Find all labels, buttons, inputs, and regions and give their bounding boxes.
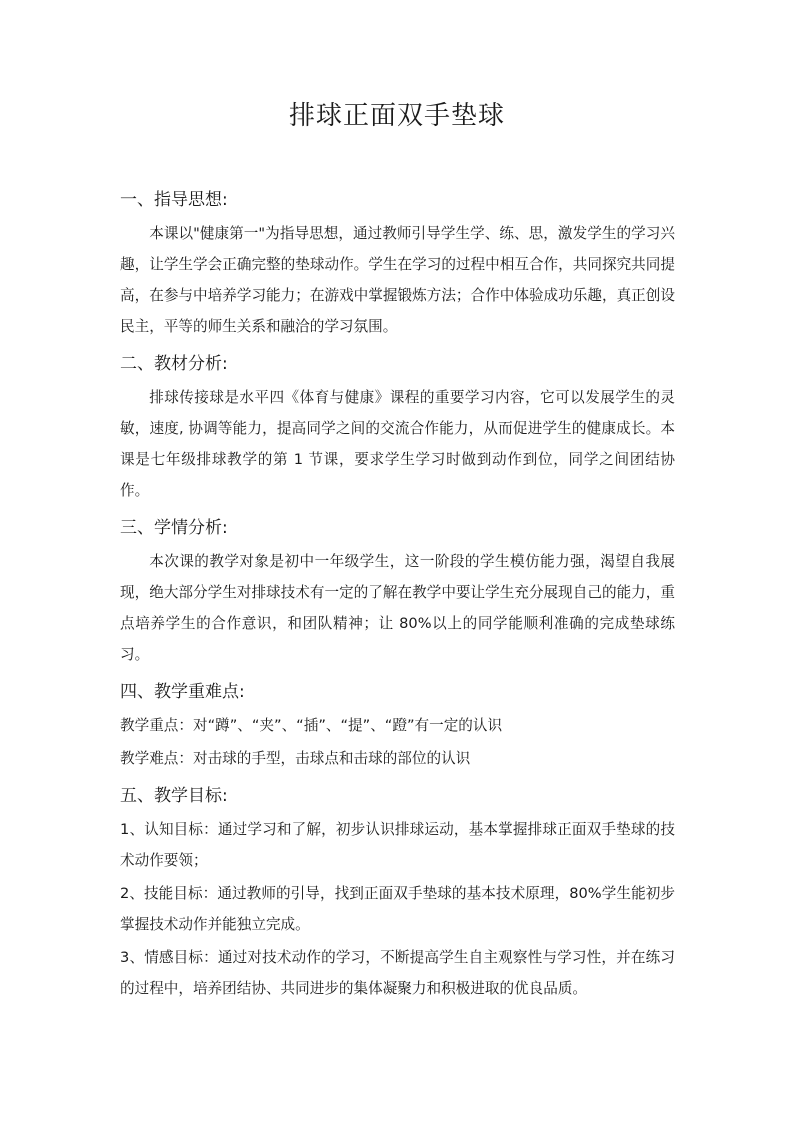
- section-textbook-analysis: [120, 350, 675, 506]
- section-guiding-idea: [120, 186, 675, 342]
- objective-item-cognitive: 1、认知目标：通过学习和了解，初步认识排球运动，基本掌握排球正面双手垫球的技术动作要领；: [120, 821, 675, 869]
- objective-item-skill: 2、技能目标：通过教师的引导，找到正面双手垫球的基本技术原理，80%学生能初步掌握技术动作并能独立完成。: [120, 885, 675, 933]
- document-body: [120, 186, 675, 1006]
- objective-item-emotional: 3、情感目标：通过对技术动作的学习，不断提高学生自主观察性与学习性，并在练习的过程中，培养团结协、共同进步的集体凝聚力和积极进取的优良品质。: [120, 949, 675, 997]
- section-paragraph: 本课以"健康第一"为指导思想，通过教师引导学生学、练、思，激发学生的学习兴趣，让学生学会正确完整的垫球动作。学生在学习的过程中相互合作，共同探究共同提高，在参与中培养学习能力；在游戏中掌握锻炼方法；合作中体验成功乐趣，真正创设民主，平等的师生关系和融洽的学习氛围。: [120, 225, 675, 335]
- difficult-point-line: 教学难点：对击球的手型，击球点和击球的部位的认识: [120, 750, 471, 767]
- section-paragraph: 本次课的教学对象是初中一年级学生，这一阶段的学生模仿能力强，渴望自我展现，绝大部分学生对排球技术有一定的了解在教学中要让学生充分展现自己的能力，重点培养学生的合作意识，和团队精神；让 80%以上的同学能顺利准确的完成垫球练习。: [120, 553, 675, 663]
- key-point-line: 教学重点：对“蹲”、“夹”、“插”、“提”、“蹬”有一定的认识: [120, 717, 503, 734]
- section-heading: 四、教学重难点:: [120, 682, 245, 702]
- section-teaching-objectives: [120, 782, 675, 1004]
- section-student-analysis: [120, 514, 675, 670]
- section-key-difficult-points: [120, 678, 675, 774]
- section-heading: 一、指导思想:: [120, 190, 228, 210]
- section-paragraph: 排球传接球是水平四《体育与健康》课程的重要学习内容，它可以发展学生的灵敏，速度, 协调等能力，提高同学之间的交流合作能力，从而促进学生的健康成长。本课是七年级排球教学的第 1 节课，要求学生学习时做到动作到位，同学之间团结协作。: [120, 389, 675, 499]
- section-heading: 五、教学目标:: [120, 786, 228, 806]
- document-title: 排球正面双手垫球: [288, 101, 505, 131]
- section-heading: 三、学情分析:: [120, 518, 228, 538]
- section-heading: 二、教材分析:: [120, 354, 228, 374]
